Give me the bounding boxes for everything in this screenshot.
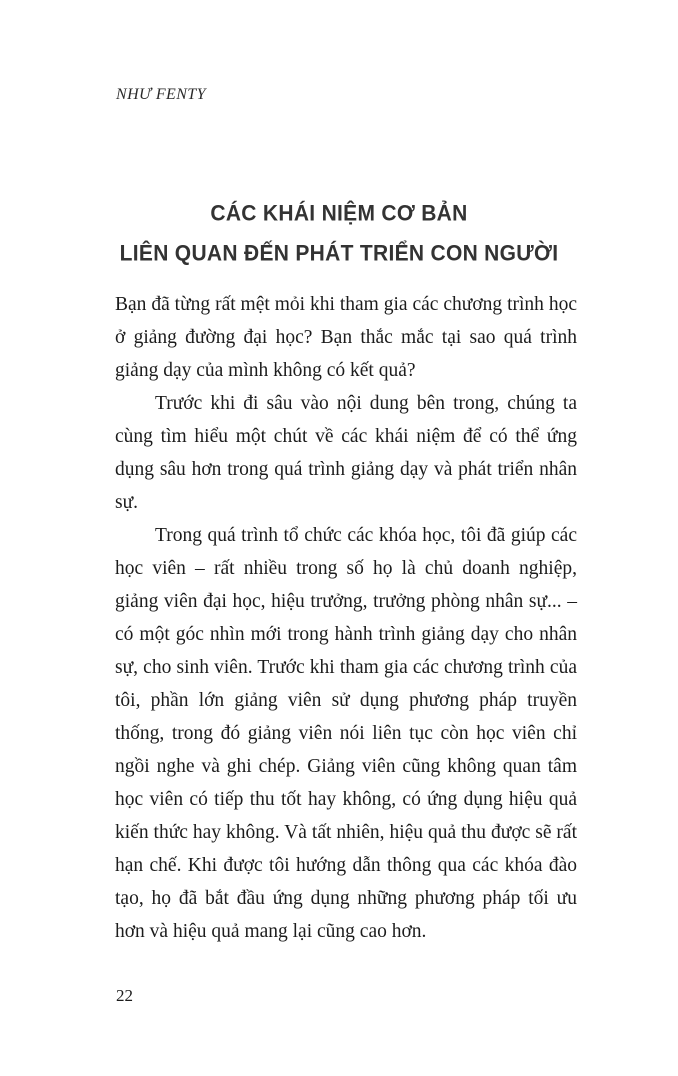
body-text [115, 288, 577, 948]
chapter-title [100, 194, 578, 274]
paragraph-3: Trong quá trình tổ chức các khóa học, tôi đã giúp các học viên – rất nhiều trong số họ là chủ doanh nghiệp, giảng viên đại học, hiệu trưởng, trưởng phòng nhân sự... – có một góc nhìn mới trong hành trình giảng dạy cho nhân sự, cho sinh viên. Trước khi tham gia các chương trình của tôi, phần lớn giảng viên sử dụng phương pháp truyền thống, trong đó giảng viên nói liên tục còn học viên chỉ ngồi nghe và ghi chép. Giảng viên cũng không quan tâm học viên có tiếp thu tốt hay không, có ứng dụng hiệu quả kiến thức hay không. Và tất nhiên, hiệu quả thu được sẽ rất hạn chế. Khi được tôi hướng dẫn thông qua các khóa đào tạo, họ đã bắt đầu ứng dụng những phương pháp tối ưu hơn và hiệu quả mang lại cũng cao hơn. [115, 525, 577, 942]
running-header: NHƯ FENTY [116, 86, 206, 103]
paragraph-1: Bạn đã từng rất mệt mỏi khi tham gia các chương trình học ở giảng đường đại học? Bạn thắc mắc tại sao quá trình giảng dạy của mình không có kết quả? [115, 294, 577, 381]
page-number: 22 [116, 986, 133, 1005]
chapter-title-line-1: CÁC KHÁI NIỆM CƠ BẢN [210, 201, 468, 226]
chapter-title-line-2: LIÊN QUAN ĐẾN PHÁT TRIỂN CON NGƯỜI [119, 241, 559, 266]
paragraph-2: Trước khi đi sâu vào nội dung bên trong, chúng ta cùng tìm hiểu một chút về các khái niệm để có thể ứng dụng sâu hơn trong quá trình giảng dạy và phát triển nhân sự. [115, 393, 577, 513]
